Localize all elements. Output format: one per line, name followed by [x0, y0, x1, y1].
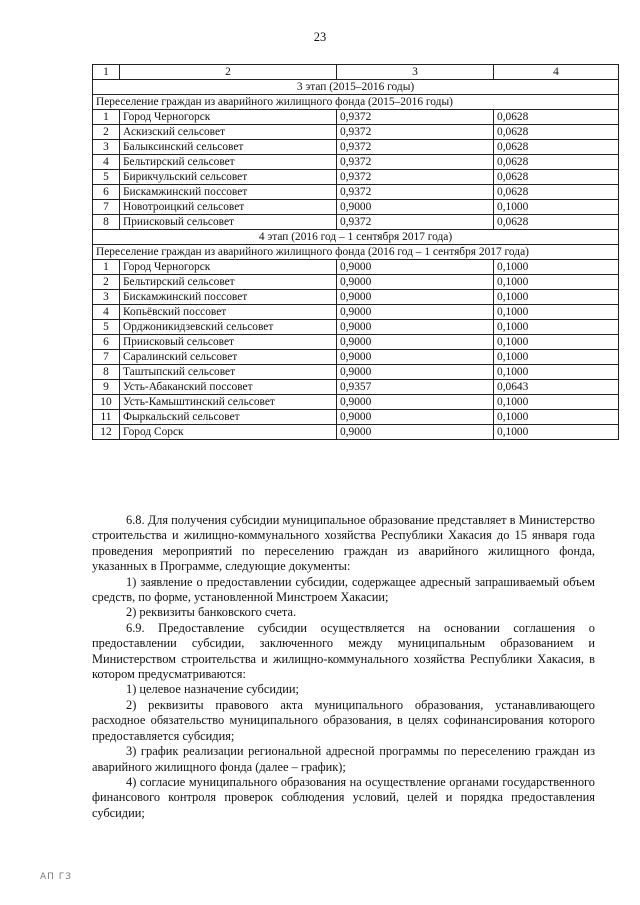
municipal-share: 0,1000: [494, 275, 619, 290]
row-number: 5: [93, 320, 120, 335]
municipal-share: 0,1000: [494, 395, 619, 410]
municipal-share: 0,0628: [494, 125, 619, 140]
municipal-share: 0,0628: [494, 155, 619, 170]
municipality-name: Новотроицкий сельсовет: [120, 200, 337, 215]
municipality-name: Усть-Камыштинский сельсовет: [120, 395, 337, 410]
column-number-4: 4: [494, 65, 619, 80]
municipality-name: Орджоникидзевский сельсовет: [120, 320, 337, 335]
row-number: 12: [93, 425, 120, 440]
row-number: 3: [93, 140, 120, 155]
municipal-share: 0,0628: [494, 140, 619, 155]
municipal-share: 0,0628: [494, 110, 619, 125]
table-row: [93, 335, 619, 350]
body-text: [92, 513, 595, 821]
republic-share: 0,9372: [337, 125, 494, 140]
row-number: 2: [93, 275, 120, 290]
table-row: [93, 140, 619, 155]
table-row: [93, 200, 619, 215]
paragraph-6-8-item-1: 1) заявление о предоставлении субсидии, содержащее адресный запрашиваемый объем средств, по форме, установленной Минстроем Хакасии;: [92, 574, 595, 605]
republic-share: 0,9000: [337, 260, 494, 275]
republic-share: 0,9000: [337, 200, 494, 215]
municipality-name: Саралинский сельсовет: [120, 350, 337, 365]
municipality-name: Город Черногорск: [120, 110, 337, 125]
table-row: [93, 170, 619, 185]
stage3-subtitle-row: [93, 95, 619, 110]
row-number: 4: [93, 155, 120, 170]
republic-share: 0,9000: [337, 410, 494, 425]
republic-share: 0,9357: [337, 380, 494, 395]
municipality-name: Балыксинский сельсовет: [120, 140, 337, 155]
municipality-name: Бискамжинский поссовет: [120, 185, 337, 200]
column-number-1: 1: [93, 65, 120, 80]
column-number-3: 3: [337, 65, 494, 80]
republic-share: 0,9000: [337, 425, 494, 440]
table-row: [93, 395, 619, 410]
municipality-name: Приисковый сельсовет: [120, 335, 337, 350]
row-number: 9: [93, 380, 120, 395]
municipal-share: 0,1000: [494, 320, 619, 335]
republic-share: 0,9372: [337, 215, 494, 230]
stage3-title: 3 этап (2015–2016 годы): [93, 80, 619, 95]
page-number: 23: [313, 30, 327, 44]
table-row: [93, 320, 619, 335]
table-row: [93, 365, 619, 380]
table-row: [93, 380, 619, 395]
republic-share: 0,9372: [337, 155, 494, 170]
row-number: 6: [93, 185, 120, 200]
municipal-share: 0,1000: [494, 200, 619, 215]
table-row: [93, 260, 619, 275]
municipality-name: Усть-Абаканский поссовет: [120, 380, 337, 395]
municipality-name: Таштыпский сельсовет: [120, 365, 337, 380]
table-row: [93, 275, 619, 290]
municipality-name: Бельтирский сельсовет: [120, 155, 337, 170]
row-number: 7: [93, 200, 120, 215]
municipality-name: Бирикчульский сельсовет: [120, 170, 337, 185]
municipal-share: 0,1000: [494, 410, 619, 425]
row-number: 8: [93, 215, 120, 230]
paragraph-6-9-item-2: 2) реквизиты правового акта муниципального образования, устанавливающего расходное обязательство муниципального образования, в целях софинансирования которого предоставляется субсидия;: [92, 697, 595, 743]
table-row: [93, 305, 619, 320]
row-number: 4: [93, 305, 120, 320]
table-row: [93, 155, 619, 170]
municipality-name: Фыркальский сельсовет: [120, 410, 337, 425]
municipal-share: 0,0628: [494, 185, 619, 200]
republic-share: 0,9372: [337, 140, 494, 155]
municipality-name: Бискамжинский поссовет: [120, 290, 337, 305]
municipal-share: 0,1000: [494, 290, 619, 305]
municipal-share: 0,1000: [494, 260, 619, 275]
row-number: 6: [93, 335, 120, 350]
table-row: [93, 290, 619, 305]
republic-share: 0,9000: [337, 350, 494, 365]
paragraph-6-9: 6.9. Предоставление субсидии осуществляется на основании соглашения о предоставлении субсидии, заключенного между муниципальным образованием и Министерством строительства и жилищно-коммунального хозяйства Республики Хакасия, в котором предусматриваются:: [92, 620, 595, 682]
footer-mark: АП ГЗ: [40, 872, 73, 882]
republic-share: 0,9000: [337, 395, 494, 410]
row-number: 1: [93, 110, 120, 125]
table-row: [93, 125, 619, 140]
paragraph-6-9-item-4: 4) согласие муниципального образования на осуществление органами государственного финансового контроля проверок соблюдения условий, целей и порядка предоставления субсидии;: [92, 774, 595, 820]
row-number: 8: [93, 365, 120, 380]
row-number: 5: [93, 170, 120, 185]
paragraph-6-9-item-1: 1) целевое назначение субсидии;: [126, 682, 300, 697]
municipality-name: Город Черногорск: [120, 260, 337, 275]
stage4-subtitle-row: [93, 245, 619, 260]
municipality-name: Аскизский сельсовет: [120, 125, 337, 140]
republic-share: 0,9372: [337, 110, 494, 125]
republic-share: 0,9000: [337, 290, 494, 305]
stage3-subtitle: Переселение граждан из аварийного жилищного фонда (2015–2016 годы): [93, 95, 619, 110]
row-number: 7: [93, 350, 120, 365]
subsidy-share-table: [92, 64, 619, 440]
republic-share: 0,9000: [337, 365, 494, 380]
republic-share: 0,9000: [337, 335, 494, 350]
stage4-title: 4 этап (2016 год – 1 сентября 2017 года): [93, 230, 619, 245]
row-number: 3: [93, 290, 120, 305]
table-header-row: [93, 65, 619, 80]
municipality-name: Бельтирский сельсовет: [120, 275, 337, 290]
republic-share: 0,9000: [337, 275, 494, 290]
table-row: [93, 410, 619, 425]
municipal-share: 0,0628: [494, 170, 619, 185]
table-row: [93, 425, 619, 440]
republic-share: 0,9000: [337, 320, 494, 335]
municipal-share: 0,1000: [494, 305, 619, 320]
table-row: [93, 350, 619, 365]
row-number: 10: [93, 395, 120, 410]
row-number: 1: [93, 260, 120, 275]
paragraph-6-8: 6.8. Для получения субсидии муниципальное образование представляет в Министерство строительства и жилищно-коммунального хозяйства Республики Хакасия до 15 января года проведения мероприятий по переселению граждан из аварийного жилищного фонда, указанных в Программе, следующие документы:: [92, 513, 595, 574]
table-row: [93, 215, 619, 230]
municipal-share: 0,1000: [494, 425, 619, 440]
municipal-share: 0,1000: [494, 350, 619, 365]
stage4-title-row: [93, 230, 619, 245]
municipality-name: Копьёвский поссовет: [120, 305, 337, 320]
paragraph-6-9-item-3: 3) график реализации региональной адресной программы по переселению граждан из аварийного жилищного фонда (далее – график);: [92, 744, 595, 774]
row-number: 11: [93, 410, 120, 425]
table-row: [93, 185, 619, 200]
column-number-2: 2: [120, 65, 337, 80]
stage4-subtitle: Переселение граждан из аварийного жилищного фонда (2016 год – 1 сентября 2017 года): [93, 245, 619, 260]
republic-share: 0,9372: [337, 185, 494, 200]
table-row: [93, 110, 619, 125]
municipal-share: 0,0643: [494, 380, 619, 395]
paragraph-6-8-item-2: 2) реквизиты банковского счета.: [126, 605, 297, 620]
municipality-name: Приисковый сельсовет: [120, 215, 337, 230]
republic-share: 0,9372: [337, 170, 494, 185]
row-number: 2: [93, 125, 120, 140]
stage3-title-row: [93, 80, 619, 95]
republic-share: 0,9000: [337, 305, 494, 320]
municipal-share: 0,1000: [494, 335, 619, 350]
municipal-share: 0,0628: [494, 215, 619, 230]
municipal-share: 0,1000: [494, 365, 619, 380]
municipality-name: Город Сорск: [120, 425, 337, 440]
